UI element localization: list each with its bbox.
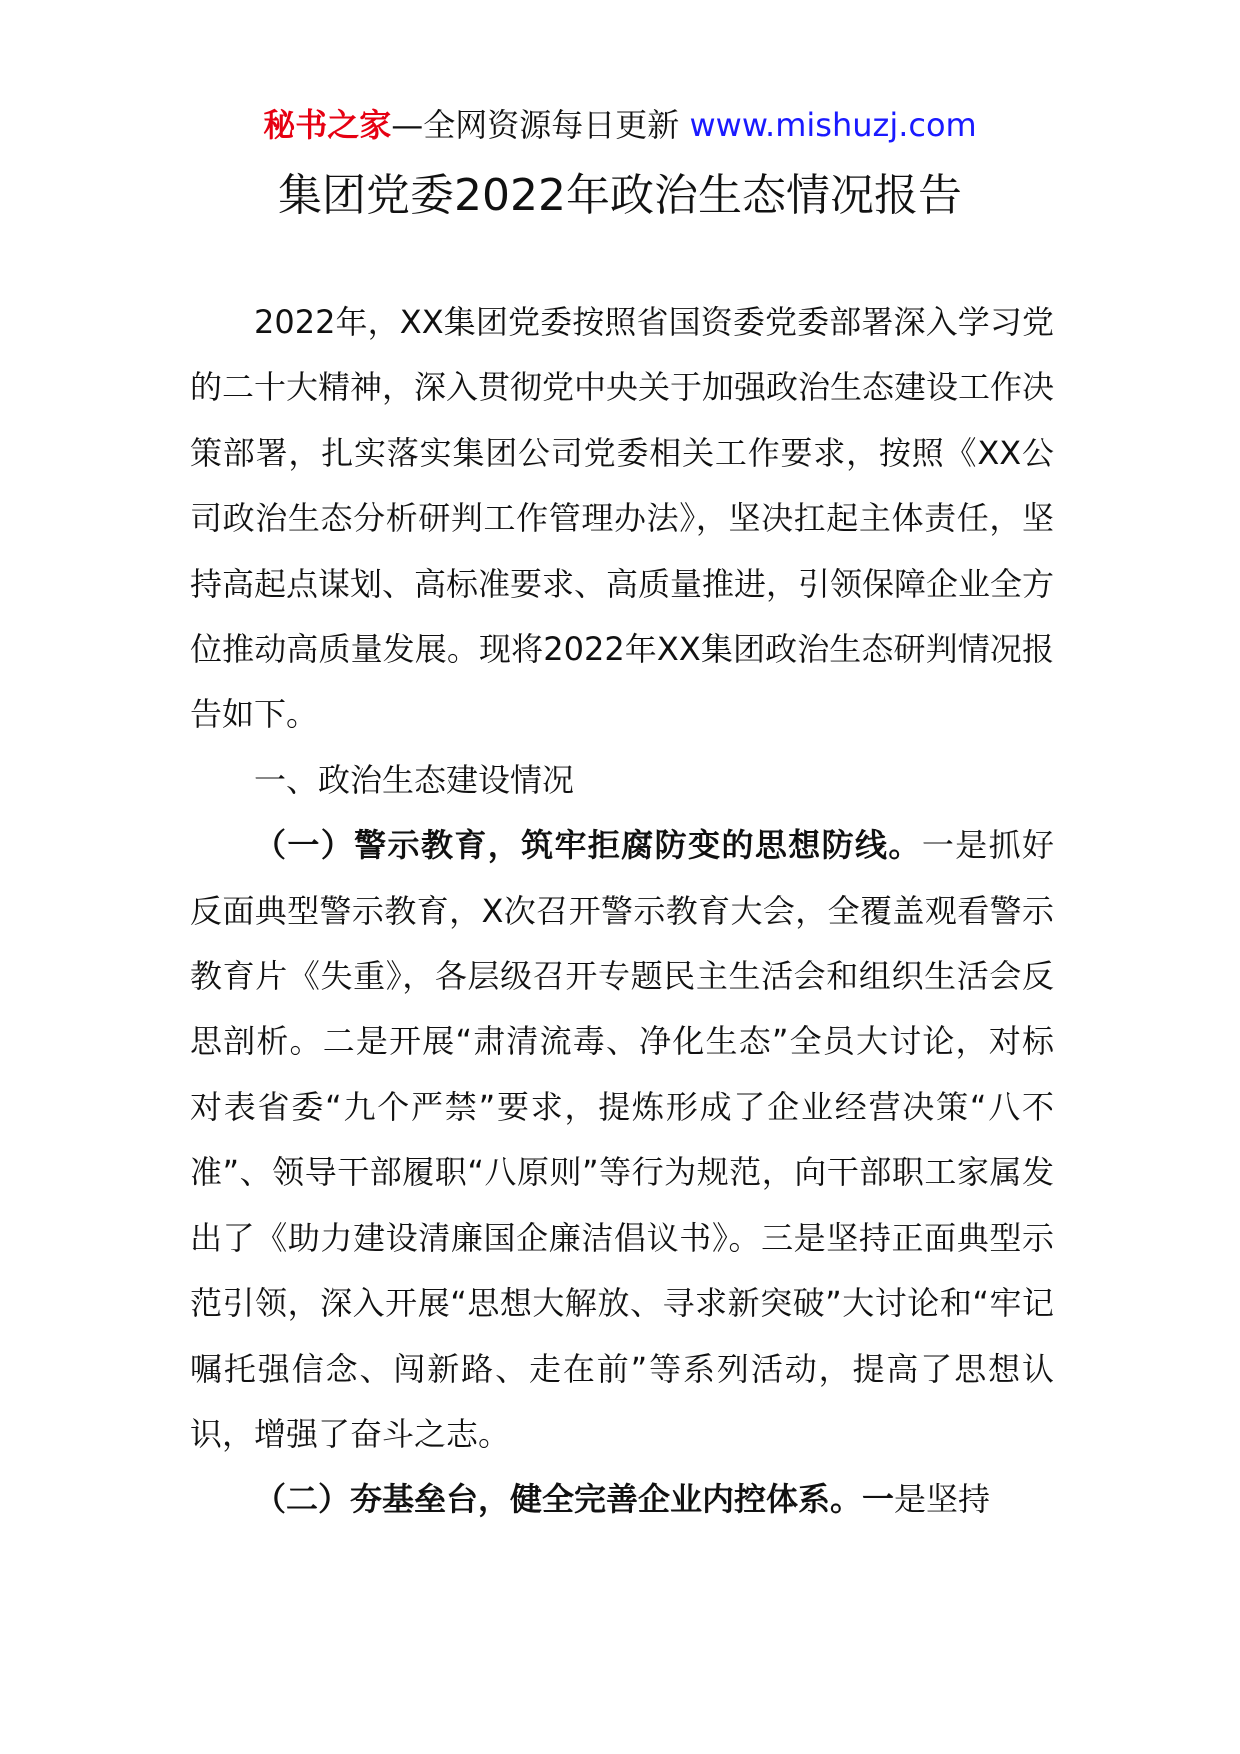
item-paragraph-1 (190, 813, 1054, 1467)
item-1-text: 一是抓好反面典型警示教育，X次召开警示教育大会，全覆盖观看警示教育片《失重》，各层级召开专题民主生活会和组织生活会反思剖析。二是开展“肃清流毒、净化生态”全员大讨论，对标对表省委“九个严禁”要求，提炼形成了企业经营决策“八不准”、领导干部履职“八原则”等行为规范，向干部职工家属发出了《助力建设清廉国企廉洁倡议书》。三是坚持正面典型示范引领，深入开展“思想大解放、寻求新突破”大讨论和“牢记嘱托强信念、闯新路、走在前”等系列活动，提高了思想认识，增强了奋斗之志。 (190, 826, 1054, 1453)
section-heading-1: 一、政治生态建设情况 (254, 760, 575, 799)
site-url-link[interactable]: www.mishuzj.com (689, 106, 977, 144)
brand-name: 秘书之家 (263, 106, 392, 144)
item-2-lead: （二）夯基垒台，健全完善企业内控体系。一 (254, 1480, 895, 1519)
item-2-text: 是坚持 (894, 1480, 991, 1519)
document-body (190, 290, 1054, 1533)
intro-paragraph: 2022年，XX集团党委按照省国资委党委部署深入学习党的二十大精神，深入贯彻党中央关于加强政治生态建设工作决策部署，扎实落实集团公司党委相关工作要求，按照《XX公司政治生态分析研判工作管理办法》，坚决扛起主体责任，坚持高起点谋划、高标准要求、高质量推进，引领保障企业全方位推动高质量发展。现将2022年XX集团政治生态研判情况报告如下。 (190, 303, 1055, 734)
item-paragraph-2 (190, 1467, 1054, 1532)
site-header (0, 103, 1240, 147)
header-slogan: —全网资源每日更新 (391, 106, 690, 144)
document-title: 集团党委2022年政治生态情况报告 (278, 170, 962, 221)
item-1-lead: （一）警示教育，筑牢拒腐防变的思想防线。 (254, 826, 922, 865)
